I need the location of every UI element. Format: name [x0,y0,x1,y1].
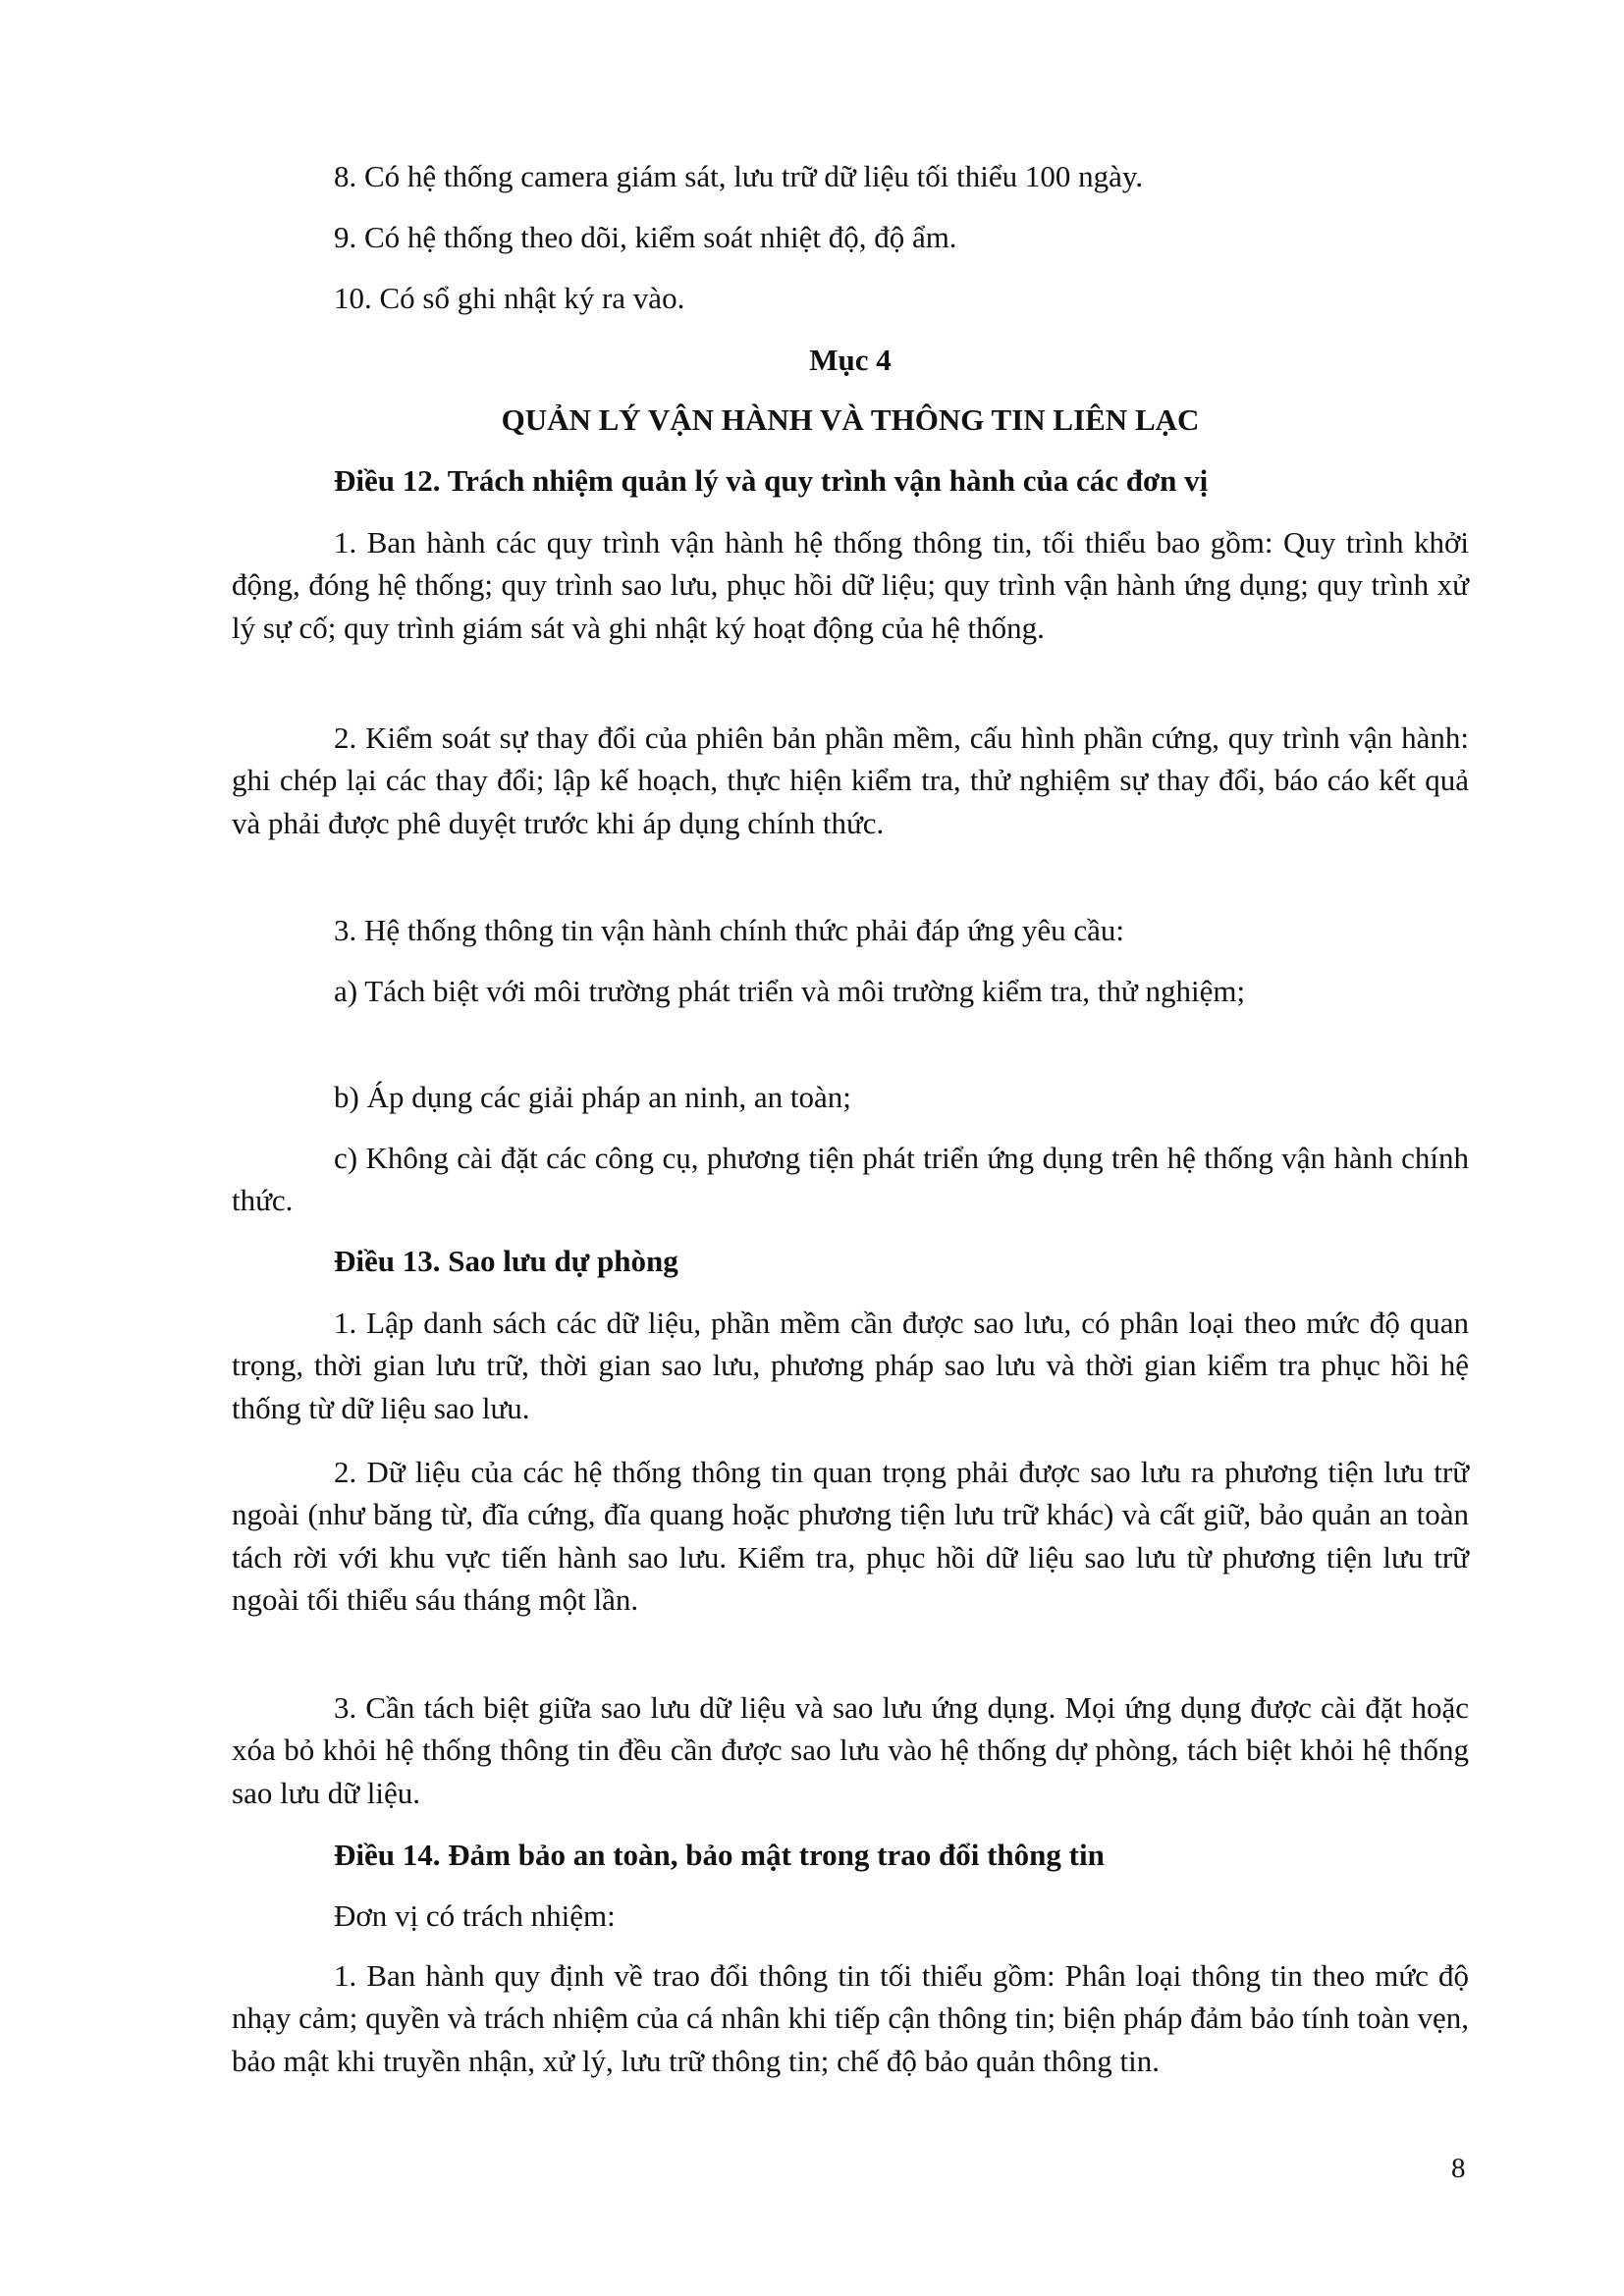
article-13-para-1 [232,1302,1469,1429]
paragraph: a) Tách biệt với môi trường phát triển và môi trường kiểm tra, thử nghiệm; [334,974,1246,1008]
section-title: QUẢN LÝ VẬN HÀNH VÀ THÔNG TIN LIÊN LẠC [501,402,1200,437]
section-header [232,339,1469,381]
intro-list-row [232,216,1469,258]
article-12-para-c [232,1137,1469,1222]
article-14-intro [232,1895,1469,1937]
page-number: 8 [1451,2153,1466,2184]
article-14-para-1 [232,1954,1469,2082]
article-13-para-2 [232,1451,1469,1622]
paragraph: b) Áp dụng các giải pháp an ninh, an toàn; [334,1080,851,1114]
list-item: 10. Có sổ ghi nhật ký ra vào. [334,281,685,315]
article-14 [232,1834,1469,1876]
article-12 [232,459,1469,502]
paragraph: Đơn vị có trách nhiệm: [334,1898,616,1933]
paragraph: 2. Kiểm soát sự thay đổi của phiên bản phần mềm, cấu hình phần cứng, quy trình vận hành: ghi chép lại các thay đổi; lập kế hoạch, thực hiện kiểm tra, thử nghiệm sự thay đổi, báo cáo kết quả và phải được phê duyệt trước khi áp dụng chính thức. [232,721,1469,840]
paragraph: 3. Cần tách biệt giữa sao lưu dữ liệu và sao lưu ứng dụng. Mọi ứng dụng được cài đặt hoặc xóa bỏ khỏi hệ thống thông tin đều cần được sao lưu vào hệ thống dự phòng, tách biệt khỏi hệ thống sao lưu dữ liệu. [232,1690,1469,1810]
section-number: Mục 4 [809,343,892,377]
article-12-para-b [232,1076,1469,1118]
list-item: 9. Có hệ thống theo dõi, kiểm soát nhiệt độ, độ ẩm. [334,220,957,254]
intro-list-row [232,277,1469,319]
paragraph: 2. Dữ liệu của các hệ thống thông tin quan trọng phải được sao lưu ra phương tiện lưu trữ ngoài (như băng từ, đĩa cứng, đĩa quang hoặc phương tiện lưu trữ khác) và cất giữ, bảo quản an toàn tách rời với khu vực tiến hành sao lưu. Kiểm tra, phục hồi dữ liệu sao lưu từ phương tiện lưu trữ ngoài tối thiểu sáu tháng một lần. [232,1455,1469,1618]
article-12-para-a [232,970,1469,1012]
article-12-para-1 [232,521,1469,649]
article-heading: Điều 12. Trách nhiệm quản lý và quy trình vận hành của các đơn vị [334,463,1209,498]
paragraph: c) Không cài đặt các công cụ, phương tiện phát triển ứng dụng trên hệ thống vận hành chính thức. [232,1141,1469,1218]
article-heading: Điều 14. Đảm bảo an toàn, bảo mật trong trao đổi thông tin [334,1838,1105,1872]
article-12-para-3 [232,909,1469,951]
paragraph: 3. Hệ thống thông tin vận hành chính thức phải đáp ứng yêu cầu: [334,913,1124,947]
paragraph: 1. Ban hành quy định về trao đổi thông tin tối thiểu gồm: Phân loại thông tin theo mức độ nhạy cảm; quyền và trách nhiệm của cá nhân khi tiếp cận thông tin; biện pháp đảm bảo tính toàn vẹn, bảo mật khi truyền nhận, xử lý, lưu trữ thông tin; chế độ bảo quản thông tin. [232,1958,1469,2078]
section-title-row [232,399,1469,441]
paragraph: 1. Lập danh sách các dữ liệu, phần mềm cần được sao lưu, có phân loại theo mức độ quan trọng, thời gian lưu trữ, thời gian sao lưu, phương pháp sao lưu và thời gian kiểm tra phục hồi hệ thống từ dữ liệu sao lưu. [232,1306,1469,1425]
list-item: 8. Có hệ thống camera giám sát, lưu trữ dữ liệu tối thiểu 100 ngày. [334,159,1144,193]
intro-list [232,155,1469,197]
article-heading: Điều 13. Sao lưu dự phòng [334,1244,678,1278]
article-13 [232,1240,1469,1282]
paragraph: 1. Ban hành các quy trình vận hành hệ thống thông tin, tối thiểu bao gồm: Quy trình khởi động, đóng hệ thống; quy trình sao lưu, phục hồi dữ liệu; quy trình vận hành ứng dụng; quy trình xử lý sự cố; quy trình giám sát và ghi nhật ký hoạt động của hệ thống. [232,525,1469,645]
article-13-para-3 [232,1686,1469,1814]
article-12-para-2 [232,717,1469,844]
